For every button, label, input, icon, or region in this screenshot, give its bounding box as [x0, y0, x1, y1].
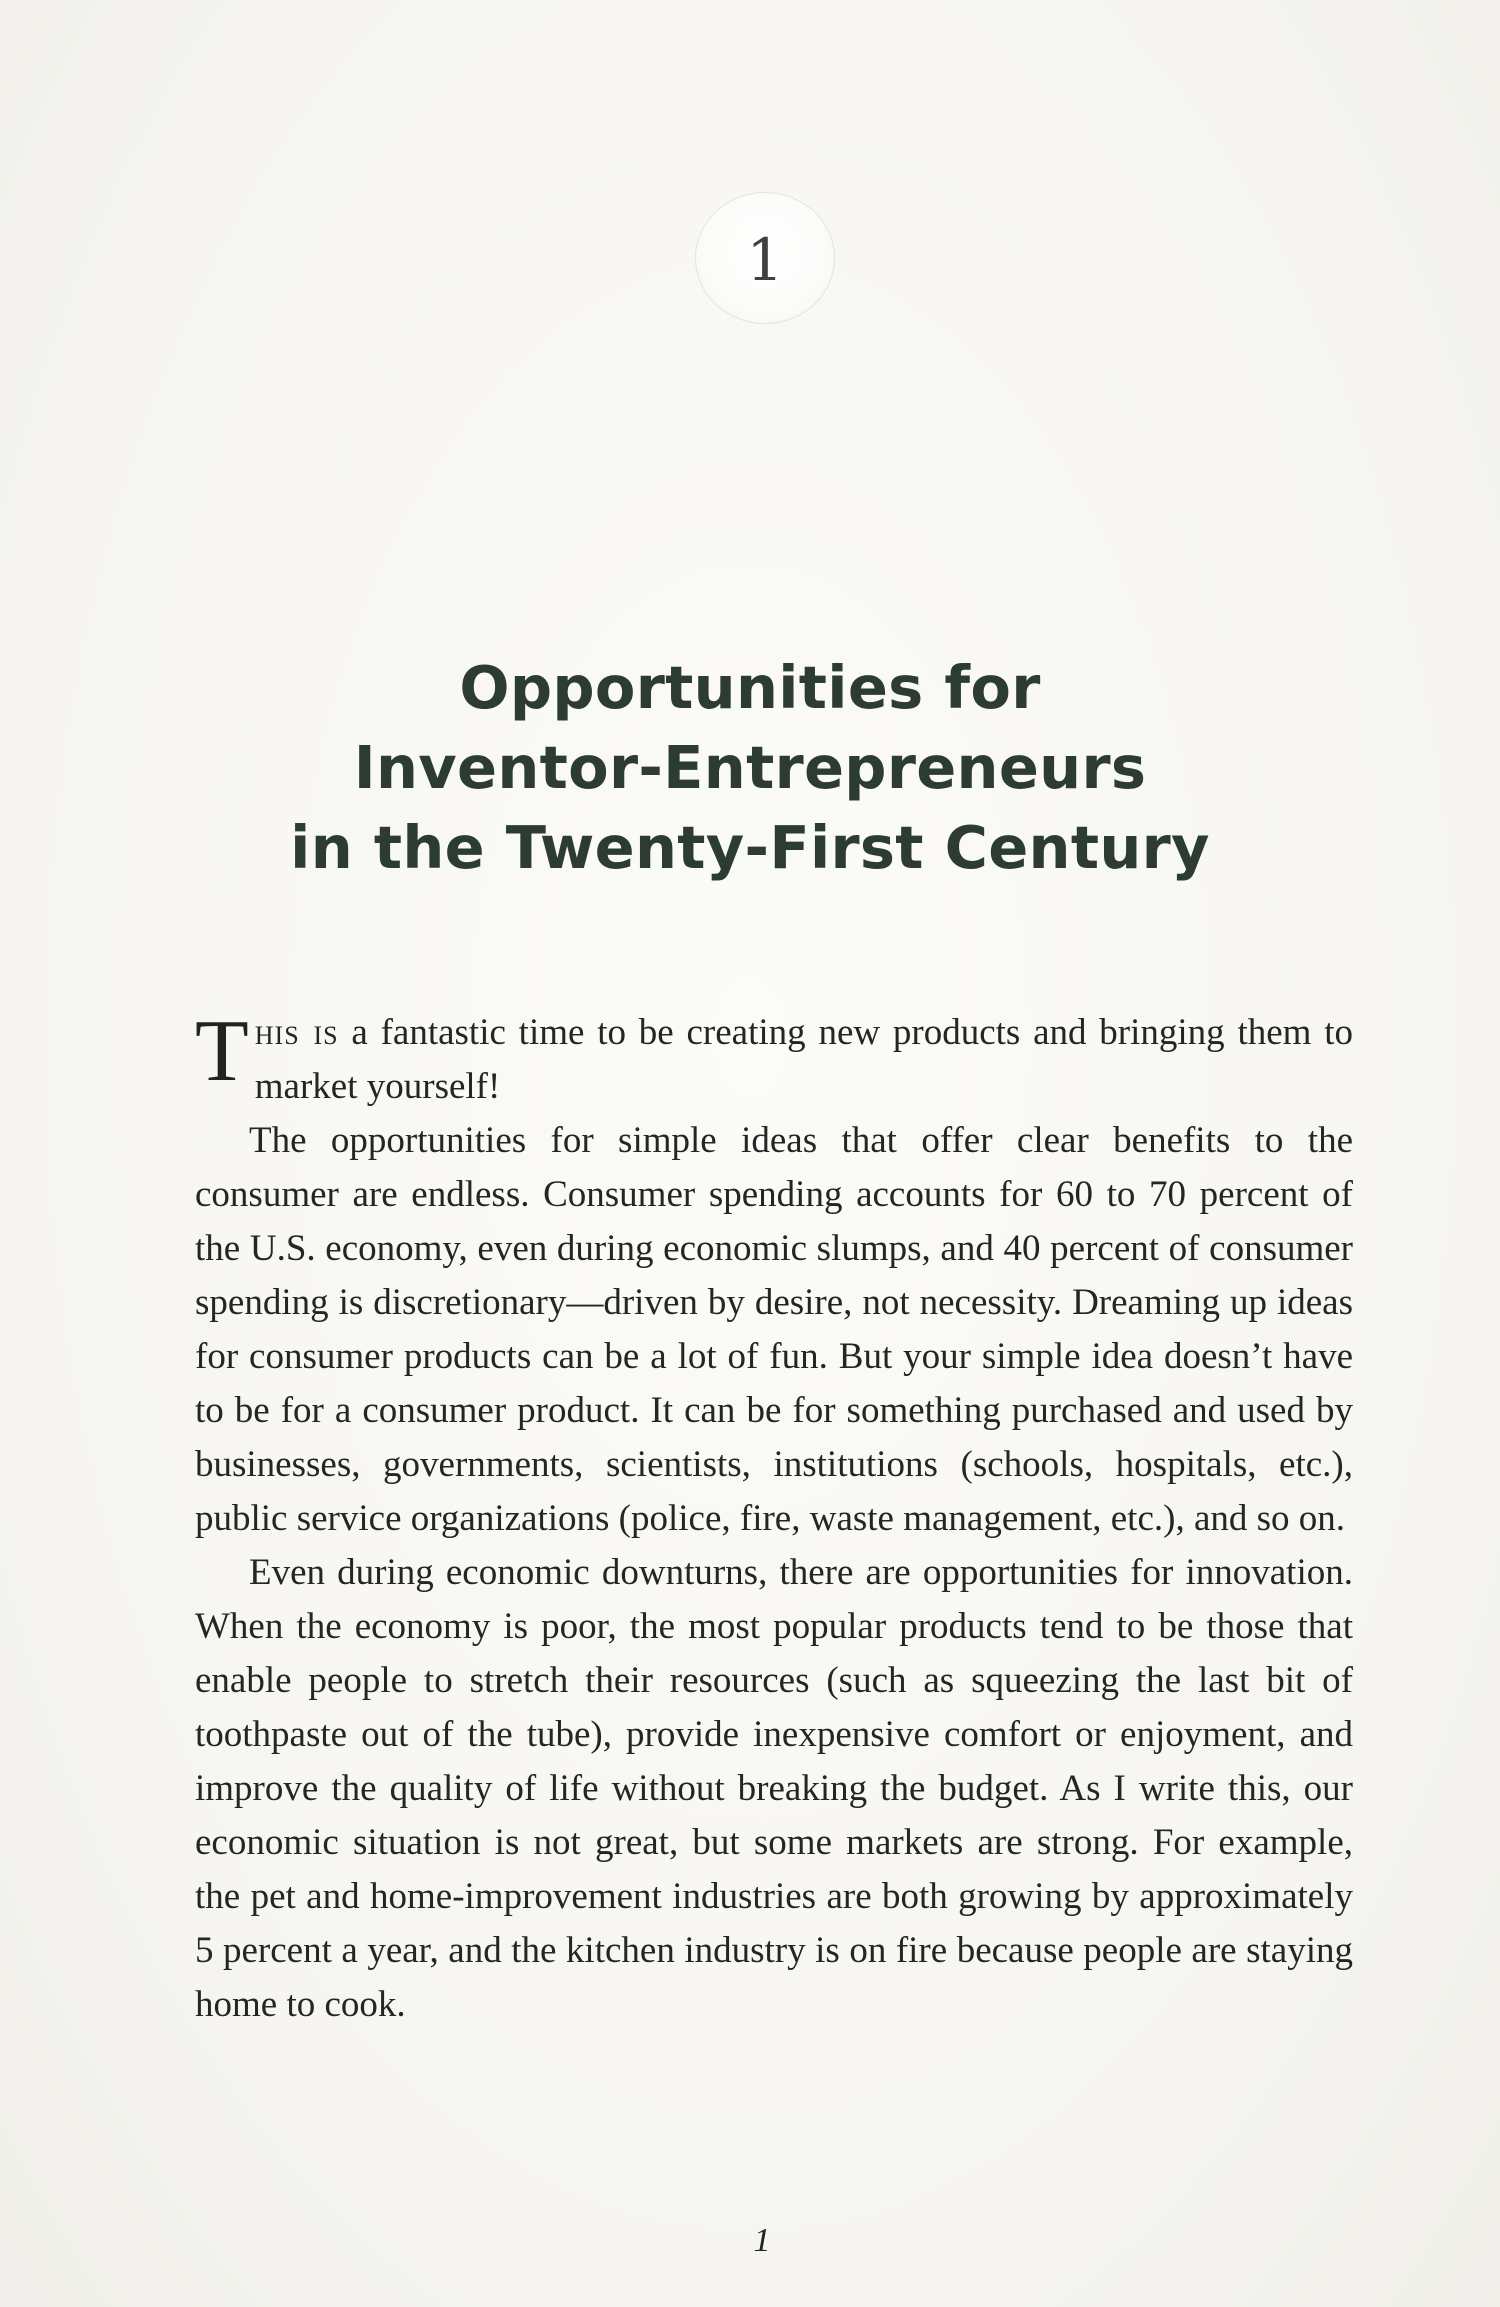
page-number: 1 — [753, 2222, 771, 2259]
chapter-title-line-3: in the Twenty-First Century — [290, 812, 1210, 882]
chapter-title — [250, 648, 1250, 888]
chapter-number-badge — [695, 192, 835, 324]
drop-cap: T — [195, 1003, 249, 1100]
chapter-title-line-2: Inventor-Entrepreneurs — [353, 732, 1147, 802]
body-paragraph-1: The opportunities for simple ideas that offer clear benefits to the consumer are endless. Consumer spending accounts for 60 to 70 percent of the U.S. economy, even during economic slumps, and 40 percent of consumer spending is discretionary—driven by desire, not necessity. Dreaming up ideas for consumer products can be a lot of fun. But your simple idea doesn’t have to be for a consumer product. It can be for something purchased and used by businesses, governments, scientists, institutions (schools, hospitals, etc.), public service organizations (police, fire, waste management, etc.), and so on. — [195, 1120, 1353, 1539]
chapter-title-line-1: Opportunities for — [459, 652, 1041, 722]
chapter-number: 1 — [746, 226, 784, 294]
body-paragraph-2: Even during economic downturns, there are opportunities for innovation. When the economy is poor, the most popular products tend to be those that enable people to stretch their resources (such as squeezing the last bit of toothpaste out of the tube), provide inexpensive comfort or enjoyment, and improve the quality of life without breaking the budget. As I write this, our economic situation is not great, but some markets are strong. For example, the pet and home-improvement industries are both growing by approximately 5 percent a year, and the kitchen industry is on fire because people are staying home to cook. — [195, 1552, 1353, 2025]
opening-text: a fantastic time to be creating new products and bringing them to market yourself! — [254, 1012, 1354, 1107]
opening-paragraph — [195, 1003, 1354, 1114]
opening-small-caps: his is — [254, 1012, 339, 1053]
chapter-body — [195, 1003, 1354, 2032]
